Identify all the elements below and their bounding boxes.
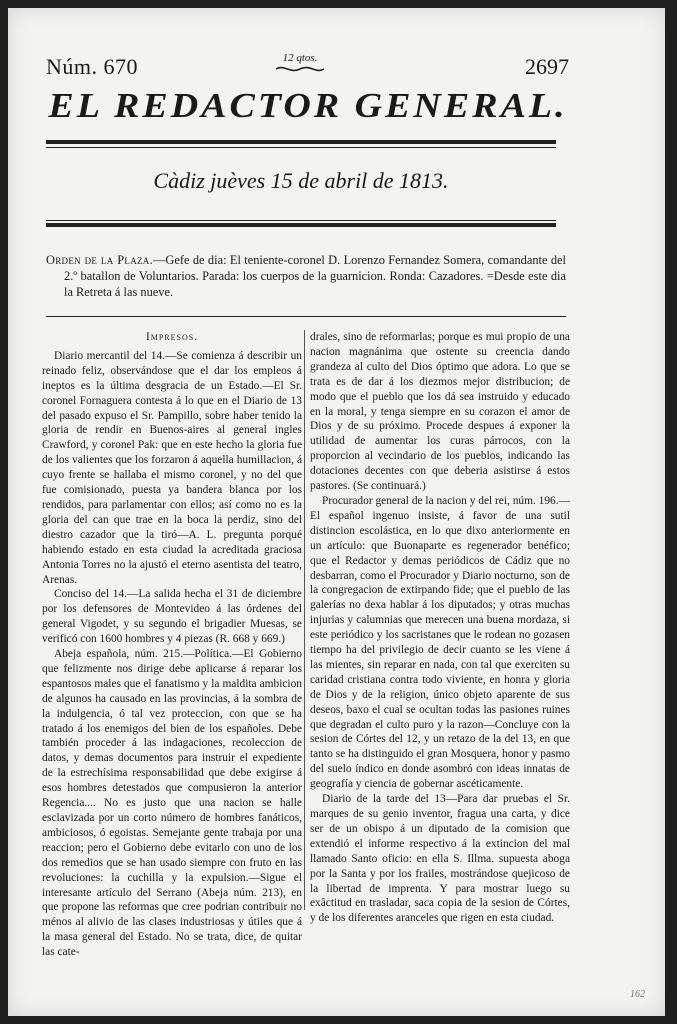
page-number: 2697: [525, 54, 569, 79]
corner-annotation: 162: [630, 989, 645, 1000]
newspaper-title: EL REDACTOR GENERAL.: [48, 86, 568, 126]
article-paragraph: Conciso del 14.—La salida hecha el 31 de diciembre por los defensores de Montevideo á las órdenes del general Vigodet, y su segundo el brigadier Muesas, se verificó con 1600 hombres y 4 piezas (R. 668 y 669.): [42, 588, 302, 646]
rule-thick-bottom: [46, 223, 556, 227]
dateline: Càdiz juèves 15 de abril de 1813.: [153, 168, 449, 193]
rule-thin-bottom: [46, 220, 556, 221]
rule-thick-top: [46, 140, 556, 144]
order-text: —Gefe de dia: El teniente-coronel D. Lorenzo Fernandez Somera, comandante del 2.º batallon de Voluntarios. Parada: los cuerpos de la guarnicion. Ronda: Cazadores. =Desde este dia la Retreta á las nueve.: [64, 253, 566, 299]
left-column: [42, 330, 302, 960]
article-paragraph: Diario de la tarde del 13—Para dar pruebas el Sr. marques de su genio inventor, fragua una carta, y dice ser de un obispo á un diputado de la comision que extendió el informe respectivo á la extincion del mal llamado Santo oficio: en ella S. Illma. supuesta aboga por la Santa y por los frailes, mostrándose quejicoso de la libertad de imprenta. Y para mostrar luego su exâctitud en trasladar, saca copia de la sesion de Córtes, y de los diferentes aranceles que rigen en esta ciudad.: [310, 793, 570, 925]
flourish-ornament-icon: [274, 64, 326, 74]
newspaper-page: [8, 8, 665, 1016]
order-label: Orden de la Plaza.: [46, 253, 153, 267]
rule-thin-top: [46, 147, 556, 148]
order-notice: [46, 252, 566, 300]
issue-number: Núm. 670: [46, 54, 138, 79]
right-column: [310, 330, 570, 926]
column-divider: [304, 330, 305, 910]
article-paragraph: Abeja española, núm. 215.—Política.—El Gobierno que felizmente nos dirige debe aplicarse á reparar los espantosos males que el fanatismo y la maldita ambicion de algunos ha causado en las provincias, á la sombra de la indulgencia, ó tal vez proteccion, con que se ha tratado á los enemigos del bien de los españoles. Debe también proceder á las indagaciones, recoleccion de datos, y demas documentos para instruir el expediente de la estrechísima responsabilidad que debe exigirse á esos hombres detestados que compusieron la anterior Regencia.... No es justo que una nacion se halle esclavizada por un corto número de hombres fanáticos, ambiciosos, ó egoistas. Semejante gente trabaja por una reaccion; pero el Gobierno debe evitarlo con uno de los dos remedios que se han usado siempre con fruto en las revoluciones: la cuchilla y la expulsion.—Sigue el interesante artículo del Serrano (Abeja núm. 213), en que propone las reformas que cree podrian contribuir no ménos al alivio de las clases industriosas y útiles que á la masa general del Estado. No se trata, dice, de quitar las cate-: [42, 648, 302, 959]
article-paragraph: Diario mercantil del 14.—Se comienza á describir un reinado feliz, observándose que el dar los empleos á ineptos es la última desgracia de un Estado.—El Sr. coronel Fornaguera contesta á lo que en el Diario de 13 del pasado expuso el Sr. Pampillo, sobre haber tenido la gloria de rendir en Buenos-aires al general ingles Crawford, y coronel Pak: que en este hecho la gloria fue de los valientes que los forzaron á aquella humillacion, á cuyo frente se hallaba el mismo coronel, y no del que fue comisionado, puesta ya bandera blanca por los rendidos, para parlamentar con ellos; así como no es la gloria del can que trae en la boca la perdiz, sino del diestro cazador que la tiró—A. L. pregunta porqué habiendo estado en esta ciudad la acreditada graciosa Antonia Torres no la ajustó el eterno asentista del teatro, Arenas.: [42, 349, 302, 586]
section-title: Impresos.: [145, 331, 199, 343]
article-paragraph: Procurador general de la nacion y del rei, núm. 196.— El español ingenuo insiste, á favor de una sutil distincion escolástica, en lo que dixo anteriormente en un artículo: que Buonaparte es regenerador benéfico; que el Redactor y demas periódicos de Cádiz que no desbarran, como el Procurador y Diario nocturno, son de la congregacion de extirpando fide; que el pueblo de las galerías no dexa hablar á los diputados; y otras muchas injurias y calumnias que merecen una buena mordaza, si este periódico y los sacristanes que le rodean no gozasen tiempo ha del privilegio de decir cuanto se les viene á las mientes, sin reparar en nada, con tal que exerciten su caridad cristiana contra todo viviente, en honra y gloria de Dios y de la religion, único objeto aparente de sus deseos, baxo el cual se ocultan todas las pasiones ruines que degradan el culto puro y la razon—Concluye con la sesion de Córtes del 12, y un retazo de la del 13, en que tanto se ha distinguido el gran Mosquera, honor y pasmo del suelo índico en donde asombró con ideas innatas de geografía y ciencia de gobernar ascéticamente.: [310, 494, 570, 791]
section-divider: [46, 316, 566, 317]
article-paragraph: drales, sino de reformarlas; porque es mui propio de una nacion magnánima que ostente su creencia dando grandeza al culto del Dios óptimo que adora. Lo que se trata es de dar á los diezmos mejor distribucion; de modo que el pueblo que los dá sea instruido y educado en la moral, y tenga siempre en su corazon el amor de Dios y de su próximo. Procede despues á exponer la utilidad de aumentar los curas párrocos, con la proporcion al vecindario de los pueblos, indicando las dotaciones decentes con que deberia asistirse á estos pastores. (Se continuará.): [310, 331, 570, 493]
order-paragraph: [46, 252, 566, 300]
price-label: 12 qtos.: [282, 52, 318, 64]
